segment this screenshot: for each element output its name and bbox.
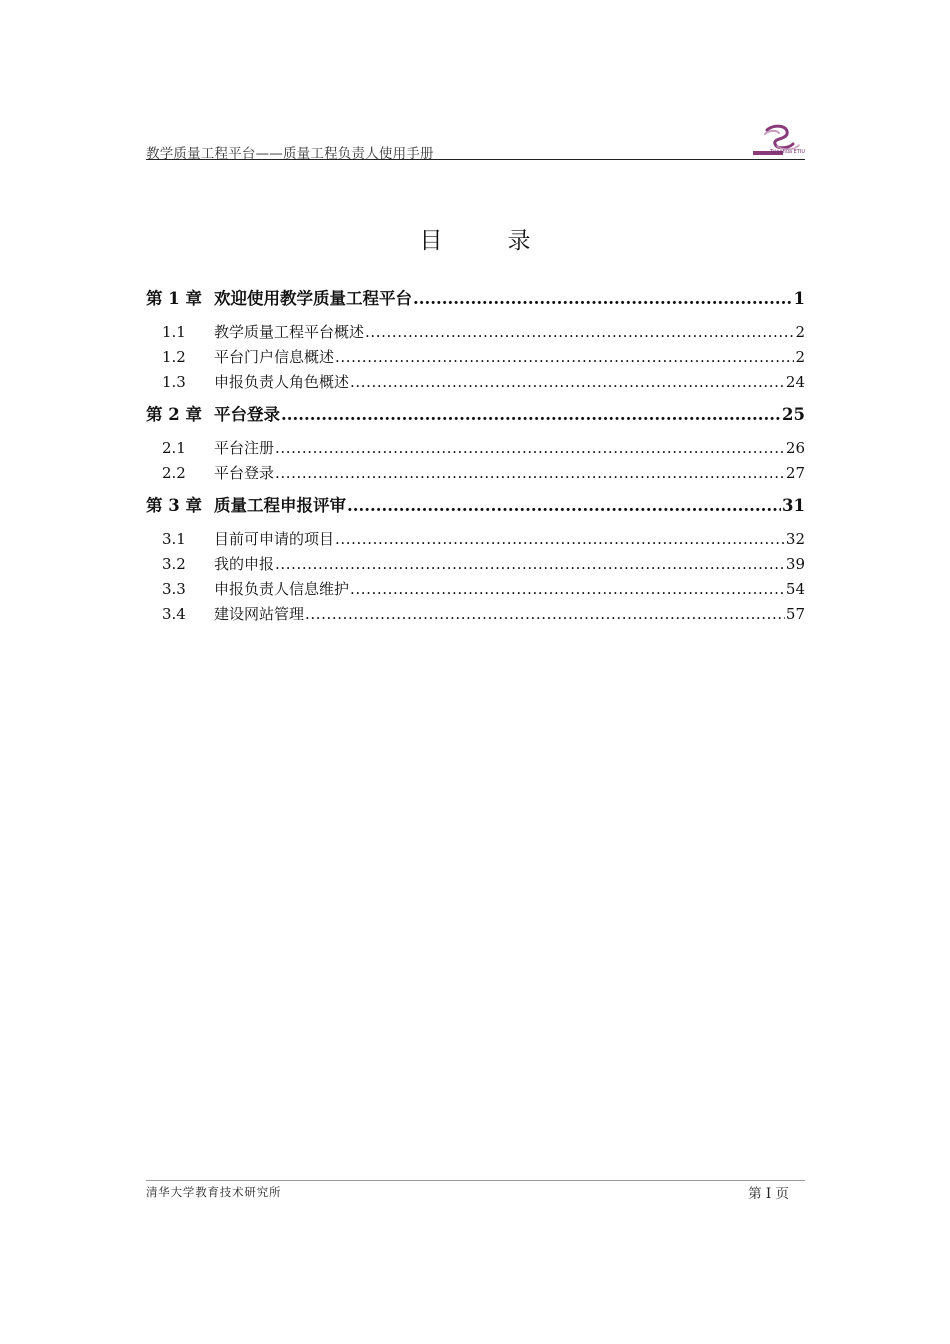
footer-page-number: 第 I 页 [748,1186,789,1202]
toc-section-number: 1.3 [162,373,186,391]
toc-section-entry[interactable] [146,577,805,602]
toc-section-title: 目前可申请的项目 [214,530,335,548]
toc-section-number: 3.3 [162,580,186,598]
toc-section-entry[interactable] [146,552,805,577]
page-footer [146,1180,805,1202]
logo-caption: Tsinghua ETIU [770,149,805,155]
toc-dot-leader [275,436,785,461]
toc-dot-leader [275,461,785,486]
toc-section-title: 平台门户信息概述 [214,348,335,366]
table-of-contents [146,286,805,627]
toc-dot-leader [365,320,794,345]
footer-rule [146,1180,805,1181]
toc-section-entry[interactable] [146,320,805,345]
header-title: 教学质量工程平台——质量工程负责人使用手册 [146,146,434,162]
toc-page-number: 2 [795,348,805,366]
toc-page-number: 25 [782,405,805,424]
toc-chapter-title: 平台登录 [214,405,280,424]
toc-chapter-entry[interactable] [146,402,805,428]
toc-dot-leader [281,402,781,428]
toc-section-number: 1.2 [162,348,186,366]
toc-section-entry[interactable] [146,527,805,552]
toc-dot-leader [305,602,785,627]
toc-section-title: 我的申报 [214,555,275,573]
toc-page-number: 24 [785,373,805,391]
toc-section-entry[interactable] [146,602,805,627]
toc-dot-leader [335,345,794,370]
toc-page-number: 57 [785,605,805,623]
toc-dot-leader [350,370,785,395]
toc-page-number: 31 [782,496,805,515]
toc-section-title: 建设网站管理 [214,605,305,623]
toc-chapter-title: 欢迎使用教学质量工程平台 [214,289,412,308]
toc-dot-leader [413,286,793,312]
toc-section-number: 1.1 [162,323,186,341]
toc-dot-leader [347,493,781,519]
toc-chapter-number: 第 2 章 [146,405,202,424]
footer-org: 清华大学教育技术研究所 [146,1185,282,1199]
toc-page-number: 2 [795,323,805,341]
toc-section-title: 平台注册 [214,439,275,457]
toc-page-number: 1 [793,289,805,308]
toc-section-number: 3.1 [162,530,186,548]
toc-section-title: 申报负责人角色概述 [214,373,350,391]
toc-chapter-number: 第 3 章 [146,496,202,515]
toc-page-number: 39 [785,555,805,573]
toc-dot-leader [350,577,785,602]
toc-section-number: 3.2 [162,555,186,573]
toc-page-number: 54 [785,580,805,598]
toc-section-number: 2.1 [162,439,186,457]
toc-page-number: 26 [785,439,805,457]
toc-dot-leader [335,527,785,552]
toc-page-number: 27 [785,464,805,482]
toc-section-title: 平台登录 [214,464,275,482]
toc-section-number: 2.2 [162,464,186,482]
toc-title: 目录 [419,228,596,254]
toc-chapter-number: 第 1 章 [146,289,202,308]
toc-chapter-entry[interactable] [146,493,805,519]
toc-section-entry[interactable] [146,345,805,370]
toc-section-entry[interactable] [146,461,805,486]
toc-section-entry[interactable] [146,436,805,461]
toc-section-title: 教学质量工程平台概述 [214,323,365,341]
page-header [146,124,805,160]
header-rule [146,159,805,160]
toc-section-title: 申报负责人信息维护 [214,580,350,598]
toc-chapter-entry[interactable] [146,286,805,312]
toc-section-entry[interactable] [146,370,805,395]
toc-section-number: 3.4 [162,605,186,623]
toc-dot-leader [275,552,785,577]
toc-chapter-title: 质量工程申报评审 [214,496,346,515]
institute-logo-icon [753,124,805,158]
toc-page-number: 32 [785,530,805,548]
